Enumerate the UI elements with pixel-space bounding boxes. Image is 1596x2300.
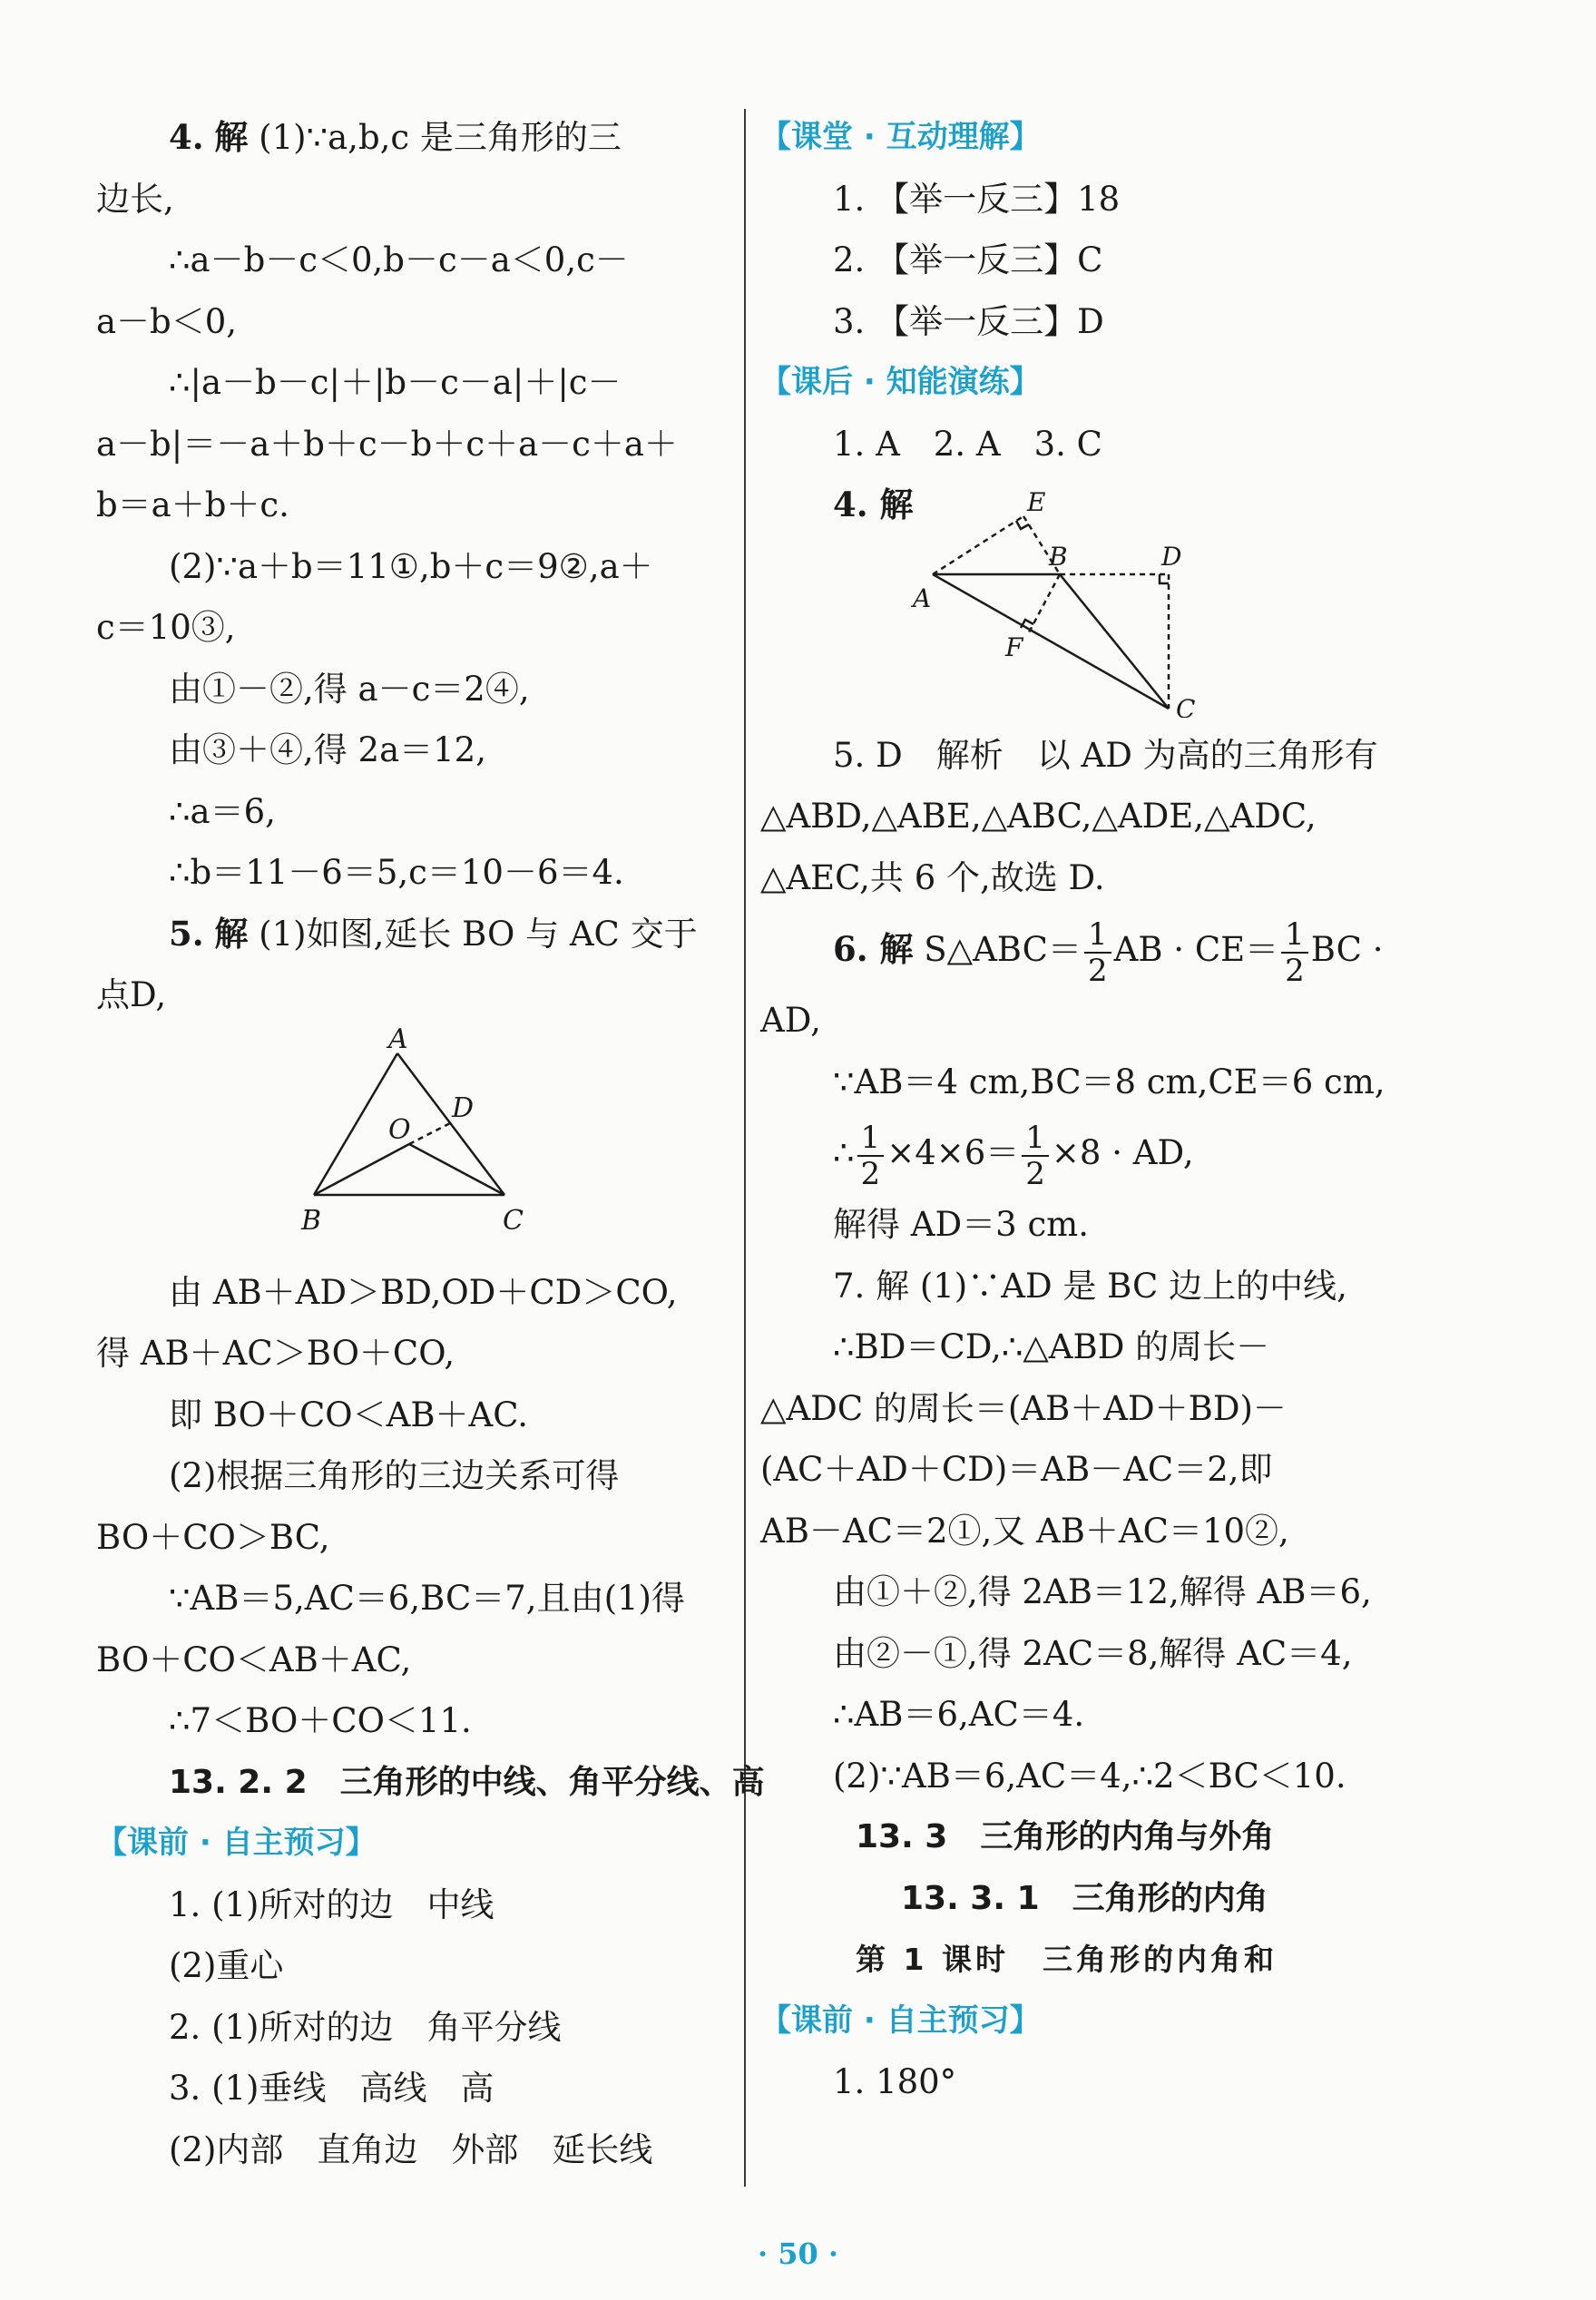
q4-line-2: 边长, xyxy=(96,179,174,219)
label-o: O xyxy=(388,1113,411,1146)
answer-6-line-4: ∴ $\frac{1}{2}$ ×4×6＝ $\frac{1}{2}$ ×8 · AD, xyxy=(833,1119,1194,1192)
label-b: B xyxy=(1049,541,1068,572)
q4-line-4: a－b＜0, xyxy=(96,301,238,341)
q4-line-6: a－b|＝－a＋b＋c－b＋c＋a－c＋a＋ xyxy=(96,424,678,464)
preview-3b: (2)内部 直角边 外部 延长线 xyxy=(169,2129,653,2169)
answer-7-line-2: ∴BD＝CD,∴△ABD 的周长－ xyxy=(833,1327,1270,1366)
q4-line-13: ∴b＝11－6＝5,c＝10－6＝4. xyxy=(169,853,624,892)
answer-7-line-4: (AC＋AD＋CD)＝AB－AC＝2,即 xyxy=(760,1450,1273,1489)
q4-line-1: 4. 解 (1)∵a,b,c 是三角形的三 xyxy=(169,117,622,157)
answer-5-line-1: 5. D 解析 以 AD 为高的三角形有 xyxy=(833,735,1378,775)
q5-line-1: 5. 解 (1)如图,延长 BO 与 AC 交于 xyxy=(169,913,698,954)
class-answer-1: 1. 【举一反三】18 xyxy=(833,179,1121,219)
right-angle-f xyxy=(1021,620,1033,628)
label-d: D xyxy=(1161,541,1182,572)
answer-6-line-1: 6. 解 S△ABC＝ $\frac{1}{2}$ AB · CE＝ $\frac{1}{2}$ BC · xyxy=(833,915,1384,989)
q4-line-9: c＝10③, xyxy=(96,608,236,647)
line-od-dashed xyxy=(409,1122,452,1144)
q5-line-9: BO＋CO＜AB＋AC, xyxy=(96,1639,412,1679)
page-number: · 50 · xyxy=(757,2236,839,2271)
q5-line-8: ∵AB＝5,AC＝6,BC＝7,且由(1)得 xyxy=(169,1579,685,1618)
triangle-figure-q5 xyxy=(96,1026,731,1262)
section-heading-13-2-2: 13. 2. 2 三角形的中线、角平分线、高 xyxy=(169,1763,765,1801)
answer-6-line-2: AD, xyxy=(760,1001,821,1040)
answer-4-label: 4. 解 xyxy=(833,484,914,524)
q5-line-3: 由 AB＋AD＞BD,OD＋CD＞CO, xyxy=(169,1272,678,1312)
lesson-heading: 第 1 课时 三角形的内角和 xyxy=(856,1942,1278,1977)
after-class-tag: 【课后 · 知能演练】 xyxy=(760,364,1041,400)
q4-line-5: ∴|a－b－c|＋|b－c－a|＋|c－ xyxy=(169,363,622,402)
q5-line-10: ∴7＜BO＋CO＜11. xyxy=(169,1701,472,1740)
preview-tag: 【课前 · 自主预习】 xyxy=(96,1825,377,1861)
label-f: F xyxy=(1005,631,1023,662)
answer-5-line-2: △ABD,△ABE,△ABC,△ADE,△ADC, xyxy=(760,797,1317,836)
answer-6-line-3: ∵AB＝4 cm,BC＝8 cm,CE＝6 cm, xyxy=(833,1062,1385,1101)
answer-7-line-9: (2)∵AB＝6,AC＝4,∴2＜BC＜10. xyxy=(833,1756,1346,1796)
column-divider xyxy=(744,109,746,2187)
line-ac xyxy=(397,1053,504,1195)
fraction-half: $\frac{1}{2}$ xyxy=(1084,919,1111,986)
q4-line-12: ∴a＝6, xyxy=(169,791,276,831)
label-c: C xyxy=(503,1204,524,1237)
preview-3: 3. (1)垂线 高线 高 xyxy=(169,2069,494,2108)
preview-answer-1: 1. 180° xyxy=(833,2062,957,2101)
q5-line-7: BO＋CO＞BC, xyxy=(96,1517,330,1557)
fraction-half: $\frac{1}{2}$ xyxy=(1281,919,1308,986)
q4-line-7: b＝a＋b＋c. xyxy=(96,485,289,524)
label-a: A xyxy=(913,582,932,613)
line-ac xyxy=(933,574,1169,709)
section-heading-13-3-1: 13. 3. 1 三角形的内角 xyxy=(901,1879,1268,1917)
label-b: B xyxy=(301,1204,322,1237)
right-column xyxy=(760,107,1412,2113)
class-answer-2: 2. 【举一反三】C xyxy=(833,240,1103,279)
preview-2: 2. (1)所对的边 角平分线 xyxy=(169,2007,562,2047)
class-answer-3: 3. 【举一反三】D xyxy=(833,301,1104,341)
q5-line-2: 点D, xyxy=(96,975,167,1014)
label-e: E xyxy=(1027,490,1046,517)
section-heading-13-3: 13. 3 三角形的内角与外角 xyxy=(856,1818,1275,1855)
line-bc xyxy=(1060,574,1169,709)
answer-7-line-5: AB－AC＝2①,又 AB＋AC＝10②, xyxy=(760,1511,1289,1551)
answer-7-line-8: ∴AB＝6,AC＝4. xyxy=(833,1695,1085,1734)
answers-1-3: 1. A 2. A 3. C xyxy=(833,424,1102,464)
right-angle-e xyxy=(1016,521,1029,529)
answer-7-line-3: △ADC 的周长＝(AB＋AD＋BD)－ xyxy=(760,1388,1287,1428)
fraction-half: $\frac{1}{2}$ xyxy=(857,1122,885,1189)
q4-line-8: (2)∵a＋b＝11①,b＋c＝9②,a＋ xyxy=(169,546,653,586)
class-tag: 【课堂 · 互动理解】 xyxy=(760,119,1041,155)
fraction-half: $\frac{1}{2}$ xyxy=(1022,1122,1049,1189)
q4-line-3: ∴a－b－c＜0,b－c－a＜0,c－ xyxy=(169,240,629,279)
q4-line-10: 由①－②,得 a－c＝2④, xyxy=(169,669,530,709)
q4-line-11: 由③＋④,得 2a＝12, xyxy=(169,730,486,769)
answer-7-line-6: 由①＋②,得 2AB＝12,解得 AB＝6, xyxy=(833,1572,1372,1611)
q5-line-6: (2)根据三角形的三边关系可得 xyxy=(169,1456,620,1495)
label-d: D xyxy=(452,1091,475,1124)
label-c: C xyxy=(1176,693,1196,718)
answer-6-line-5: 解得 AD＝3 cm. xyxy=(833,1205,1090,1244)
line-ae-dashed xyxy=(933,516,1023,574)
right-angle-d xyxy=(1160,574,1169,583)
label-a: A xyxy=(388,1025,408,1055)
q5-line-4: 得 AB＋AC＞BO＋CO, xyxy=(96,1334,455,1373)
preview-1b: (2)重心 xyxy=(169,1946,284,1985)
answer-7-line-1: 7. 解 (1)∵AD 是 BC 边上的中线, xyxy=(833,1266,1347,1306)
q5-line-5: 即 BO＋CO＜AB＋AC. xyxy=(169,1395,528,1434)
answer-5-line-3: △AEC,共 6 个,故选 D. xyxy=(760,857,1105,897)
answer-7-line-7: 由②－①,得 2AC＝8,解得 AC＝4, xyxy=(833,1633,1353,1673)
preview-1: 1. (1)所对的边 中线 xyxy=(169,1884,494,1924)
preview-tag-2: 【课前 · 自主预习】 xyxy=(760,2001,1041,2039)
line-oc xyxy=(409,1144,504,1195)
left-column xyxy=(96,107,765,2180)
